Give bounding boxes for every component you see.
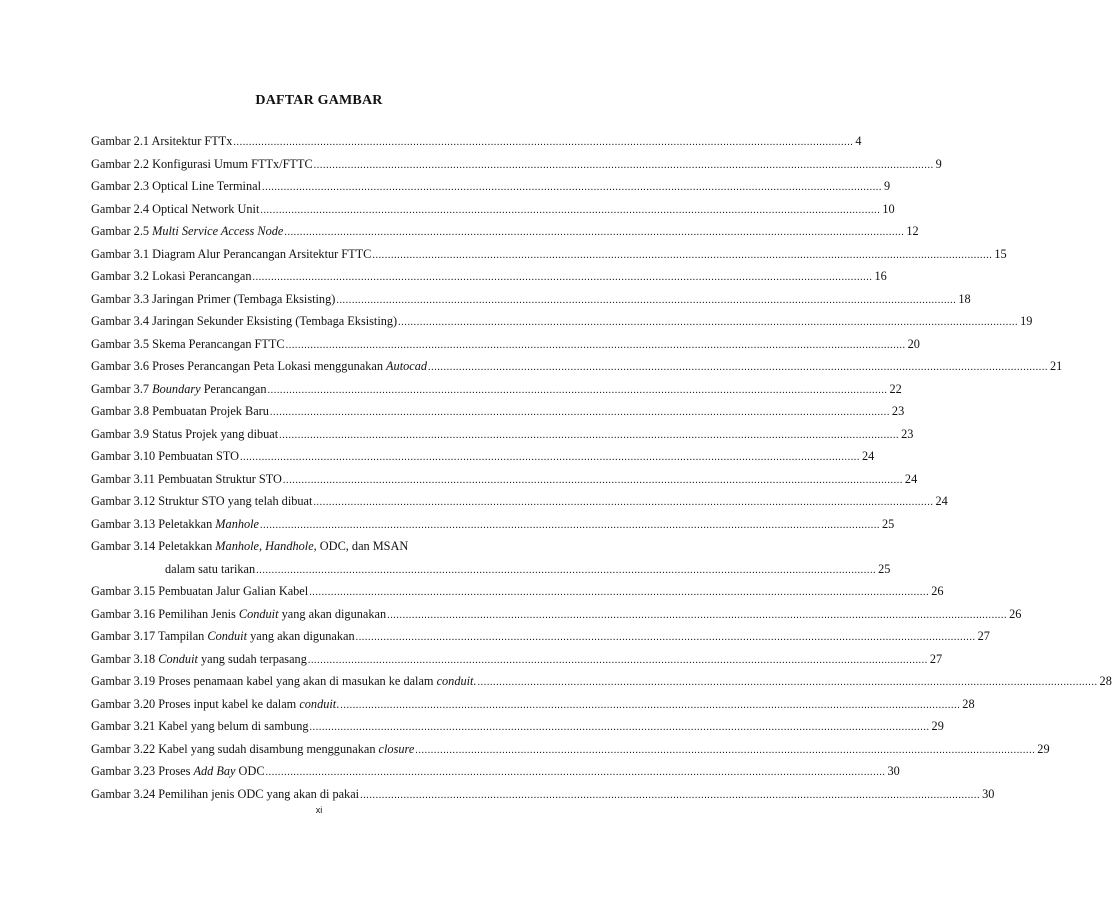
- figure-entry-page: 9: [935, 156, 942, 171]
- label-text: Gambar 3.20 Proses input kabel ke dalam: [91, 696, 300, 711]
- label-text: yang akan digunakan: [278, 606, 387, 621]
- figure-entry-label: [91, 178, 261, 194]
- figure-entry-label: [91, 381, 267, 397]
- dot-leader: ........................................................................................................................................................................................................: [256, 564, 877, 576]
- label-text: Gambar 3.7: [91, 381, 153, 396]
- figure-entry[interactable]: [91, 426, 914, 449]
- figure-entry-label: [91, 156, 313, 172]
- figure-entry-label: [91, 246, 371, 262]
- figure-entry-label: [91, 291, 335, 307]
- page-number: xi: [315, 805, 323, 815]
- italic-term: Conduit: [158, 651, 198, 666]
- italic-term: conduit.: [436, 674, 477, 688]
- figure-entry[interactable]: [91, 246, 1007, 269]
- figure-entry-page: 20: [907, 336, 920, 351]
- figure-entry-label: [91, 336, 285, 352]
- label-text: Gambar 3.5 Skema Perancangan FTTC: [91, 336, 285, 351]
- label-text: Gambar 3.17 Tampilan: [91, 629, 208, 643]
- figure-entry-label: [91, 223, 283, 239]
- figure-entry[interactable]: [91, 763, 900, 786]
- dot-leader: ........................................................................................................................................................................................................: [387, 609, 1008, 621]
- label-text: Gambar 3.3 Jaringan Primer (Tembaga Eksisting): [91, 291, 336, 306]
- label-text: Gambar 2.5: [91, 224, 153, 238]
- dot-leader: ........................................................................................................................................................................................................: [360, 789, 981, 801]
- figure-entry[interactable]: [91, 381, 902, 404]
- figure-entry-page: 16: [874, 269, 887, 283]
- label-text: Gambar 3.13 Peletakkan: [91, 516, 216, 531]
- label-text: Gambar 3.8 Pembuatan Projek Baru: [91, 404, 269, 418]
- label-text: Gambar 3.14 Peletakkan: [91, 539, 216, 553]
- label-text: Gambar 2.2 Konfigurasi Umum FTTx/FTTC: [91, 156, 313, 171]
- figure-entry-page: 28: [1099, 674, 1112, 688]
- italic-term: Conduit: [207, 629, 248, 643]
- figure-entry-page: 12: [906, 224, 919, 238]
- dot-leader: ........................................................................................................................................................................................................: [282, 474, 903, 486]
- label-text: Gambar 3.9 Status Projek yang dibuat: [91, 426, 279, 441]
- italic-term: Manhole, Handhole: [215, 539, 314, 553]
- figure-entry-label: [91, 313, 397, 329]
- italic-term: Autocad: [386, 359, 428, 373]
- dot-leader: ........................................................................................................................................................................................................: [267, 384, 888, 396]
- figure-entry[interactable]: [91, 561, 891, 584]
- figure-entry-label: [91, 201, 259, 217]
- figure-entry[interactable]: [91, 268, 887, 291]
- figure-entry[interactable]: [91, 448, 875, 471]
- label-text: yang akan digunakan: [247, 629, 355, 643]
- italic-term: closure: [378, 741, 415, 756]
- figure-entry-label: [91, 516, 259, 532]
- label-text: Gambar 2.3 Optical Line Terminal: [91, 179, 261, 193]
- figure-entry-page: 9: [884, 179, 891, 193]
- italic-term: Conduit: [238, 606, 279, 621]
- label-text: Gambar 3.12 Struktur STO yang telah dibuat: [91, 494, 313, 508]
- label-text: Gambar 3.4 Jaringan Sekunder Eksisting (Tembaga Eksisting): [91, 314, 398, 328]
- figure-entry-page: 29: [1037, 741, 1050, 756]
- figure-entry-label: [91, 673, 477, 689]
- dot-leader: ........................................................................................................................................................................................................: [309, 587, 930, 598]
- figure-entry[interactable]: [91, 718, 944, 741]
- italic-term: Multi Service Access Node: [152, 224, 284, 238]
- dot-leader: ........................................................................................................................................................................................................: [340, 699, 961, 711]
- dot-leader: ........................................................................................................................................................................................................: [260, 519, 881, 531]
- figure-entry-label: [91, 718, 309, 734]
- figure-entry[interactable]: [91, 583, 944, 606]
- figure-list: [91, 133, 1112, 808]
- figure-entry[interactable]: [91, 741, 1050, 764]
- figure-entry[interactable]: [91, 178, 891, 201]
- figure-entry-page: 30: [887, 764, 900, 778]
- dot-leader: ........................................................................................................................................................................................................: [285, 339, 906, 351]
- figure-entry-page: 29: [931, 719, 944, 733]
- figure-entry-label: [91, 786, 359, 802]
- figure-entry-page: 27: [929, 651, 943, 666]
- figure-entry[interactable]: [91, 673, 1112, 696]
- figure-entry-page: 25: [882, 516, 895, 531]
- label-text: yang sudah terpasang: [197, 651, 307, 666]
- figure-entry[interactable]: [91, 651, 943, 674]
- figure-entry-label: [91, 448, 239, 464]
- figure-entry-label: [91, 606, 386, 622]
- dot-leader: ........................................................................................................................................................................................................: [240, 452, 860, 463]
- figure-entry-label: [91, 763, 265, 779]
- figure-entry-label: [91, 538, 408, 554]
- dot-leader: ........................................................................................................................................................................................................: [265, 767, 886, 778]
- figure-entry-label: [91, 741, 414, 757]
- figure-entry[interactable]: [91, 358, 1063, 381]
- figure-entry[interactable]: [91, 313, 1033, 336]
- figure-entry-page: 22: [889, 381, 902, 396]
- label-text: , ODC, dan MSAN: [313, 539, 409, 553]
- figure-entry[interactable]: [91, 493, 948, 516]
- label-text: Gambar 3.2 Lokasi Perancangan: [91, 269, 252, 283]
- dot-leader: ........................................................................................................................................................................................................: [233, 137, 854, 148]
- label-text: Gambar 3.19 Proses penamaan kabel yang akan di masukan ke dalam: [91, 674, 437, 688]
- label-text: Gambar 3.18: [91, 651, 159, 666]
- figure-entry-page: 27: [977, 629, 990, 643]
- figure-entry[interactable]: [91, 201, 895, 224]
- label-text: Gambar 3.23 Proses: [91, 764, 194, 778]
- figure-entry-page: 28: [962, 696, 975, 711]
- label-text: Gambar 3.21 Kabel yang belum di sambung: [91, 719, 309, 733]
- figure-entry[interactable]: [91, 336, 920, 359]
- figure-entry-page: 23: [891, 404, 905, 418]
- label-text: Gambar 3.16 Pemilihan Jenis: [91, 606, 239, 621]
- dot-leader: ........................................................................................................................................................................................................: [260, 204, 881, 216]
- figure-entry-label: [91, 628, 355, 644]
- figure-entry-page: 30: [982, 786, 995, 801]
- dot-leader: ........................................................................................................................................................................................................: [398, 317, 1019, 328]
- figure-entry-label: [91, 471, 282, 487]
- figure-entry-label: [91, 561, 255, 577]
- label-text: Gambar 2.4 Optical Network Unit: [91, 201, 260, 216]
- figure-entry[interactable]: [91, 696, 975, 719]
- figure-entry-label: [91, 583, 308, 599]
- figure-entry-page: 23: [901, 426, 914, 441]
- figure-entry-page: 19: [1020, 314, 1033, 328]
- figure-entry-label: [91, 403, 269, 419]
- figure-entry-label: [91, 493, 312, 509]
- label-text: Gambar 3.6 Proses Perancangan Peta Lokasi menggunakan: [91, 359, 387, 373]
- dot-leader: ........................................................................................................................................................................................................: [313, 159, 934, 171]
- figure-entry-page: 25: [878, 561, 891, 576]
- label-text: ODC: [235, 764, 265, 778]
- dot-leader: ........................................................................................................................................................................................................: [262, 182, 882, 193]
- dot-leader: ........................................................................................................................................................................................................: [477, 677, 1098, 688]
- label-text: Gambar 3.11 Pembuatan Struktur STO: [91, 471, 282, 486]
- figure-entry[interactable]: [91, 516, 895, 539]
- label-text: Gambar 3.1 Diagram Alur Perancangan Arsitektur FTTC: [91, 246, 372, 261]
- dot-leader: ........................................................................................................................................................................................................: [309, 722, 930, 733]
- figure-entry-page: 24: [862, 449, 875, 463]
- dot-leader: ........................................................................................................................................................................................................: [372, 249, 993, 261]
- figure-entry-page: 21: [1050, 359, 1063, 373]
- dot-leader: ........................................................................................................................................................................................................: [355, 632, 976, 643]
- figure-entry-page: 10: [882, 201, 895, 216]
- figure-entry[interactable]: [91, 133, 862, 156]
- figure-entry-label: [91, 426, 278, 442]
- figure-entry-page: 15: [994, 246, 1007, 261]
- dot-leader: ........................................................................................................................................................................................................: [269, 407, 890, 418]
- label-text: Gambar 3.22 Kabel yang sudah disambung menggunakan: [91, 741, 379, 756]
- dot-leader: ........................................................................................................................................................................................................: [279, 429, 900, 441]
- italic-term: Boundary: [152, 381, 201, 396]
- figure-entry-label: [91, 133, 232, 149]
- label-text: Perancangan: [200, 381, 267, 396]
- label-text: Gambar 3.24 Pemilihan jenis ODC yang akan di pakai: [91, 786, 360, 801]
- label-text: .: [336, 696, 340, 711]
- dot-leader: ........................................................................................................................................................................................................: [252, 272, 873, 283]
- figure-entry-label: [91, 651, 307, 667]
- figure-entry[interactable]: [91, 156, 942, 179]
- dot-leader: ........................................................................................................................................................................................................: [307, 654, 928, 666]
- figure-entry-page: 26: [1009, 606, 1022, 621]
- figure-entry[interactable]: [91, 403, 905, 426]
- figure-entry-label: [91, 696, 339, 712]
- figure-entry-page: 26: [931, 584, 944, 598]
- page-title: DAFTAR GAMBAR: [255, 93, 383, 108]
- figure-entry[interactable]: [91, 291, 971, 314]
- label-text: dalam satu tarikan: [165, 561, 256, 576]
- label-text: Gambar 3.15 Pembuatan Jalur Galian Kabel: [91, 584, 309, 598]
- figure-entry-label: [91, 358, 427, 374]
- figure-entry[interactable]: [91, 223, 919, 246]
- dot-leader: ........................................................................................................................................................................................................: [313, 497, 934, 508]
- figure-entry-page: 24: [904, 471, 918, 486]
- figure-entry-page: 4: [855, 134, 862, 148]
- figure-entry[interactable]: [91, 538, 530, 561]
- italic-term: Manhole: [215, 516, 260, 531]
- italic-term: conduit: [299, 696, 337, 711]
- dot-leader: ........................................................................................................................................................................................................: [415, 744, 1036, 756]
- figure-entry-page: 18: [958, 291, 971, 306]
- figure-entry[interactable]: [91, 606, 1022, 629]
- dot-leader: ........................................................................................................................................................................................................: [336, 294, 957, 306]
- figure-entry[interactable]: [91, 628, 990, 651]
- figure-entry[interactable]: [91, 471, 918, 494]
- figure-entry-page: 24: [935, 494, 948, 508]
- dot-leader: ........................................................................................................................................................................................................: [428, 362, 1049, 373]
- dot-leader: ........................................................................................................................................................................................................: [284, 227, 905, 238]
- figure-entry-label: [91, 268, 251, 284]
- label-text: Gambar 2.1 Arsitektur FTTx: [91, 134, 233, 148]
- italic-term: Add Bay: [193, 764, 236, 778]
- label-text: Gambar 3.10 Pembuatan STO: [91, 449, 239, 463]
